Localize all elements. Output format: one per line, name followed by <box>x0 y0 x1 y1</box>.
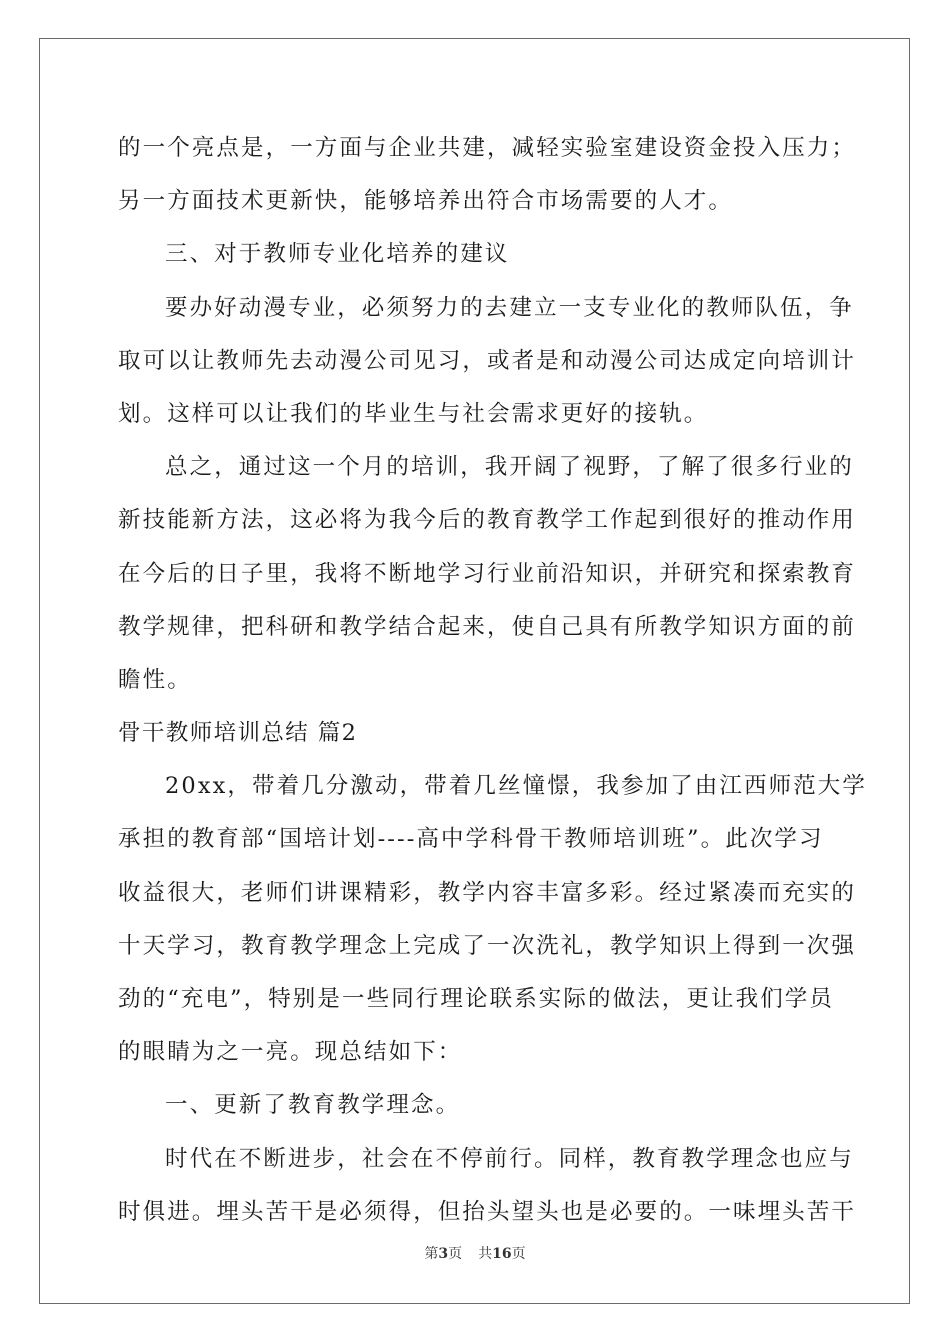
section-heading: 三、对于教师专业化培养的建议 <box>165 241 510 268</box>
paragraph-line: 新技能新方法，这必将为我今后的教育教学工作起到很好的推动作用 <box>118 507 857 534</box>
paragraph-line: 时代在不断进步，社会在不停前行。同样，教育教学理念也应与 <box>165 1145 854 1172</box>
footer-page-total: 16 <box>492 1246 512 1262</box>
footer-page-current: 3 <box>438 1246 449 1262</box>
paragraph-line: 要办好动漫专业，必须努力的去建立一支专业化的教师队伍，争 <box>165 294 854 321</box>
paragraph-line: 在今后的日子里，我将不断地学习行业前沿知识，并研究和探索教育 <box>118 560 857 587</box>
page-footer <box>0 1243 950 1263</box>
paragraph-line: 的眼睛为之一亮。现总结如下： <box>118 1039 463 1066</box>
paragraph-line: 教学规律，把科研和教学结合起来，使自己具有所教学知识方面的前 <box>118 613 857 640</box>
paragraph-line: 劲的“充电”，特别是一些同行理论联系实际的做法，更让我们学员 <box>118 986 835 1012</box>
paragraph-line: 十天学习，教育教学理念上完成了一次洗礼，教学知识上得到一次强 <box>118 932 857 959</box>
paragraph-line: 时俱进。埋头苦干是必须得，但抬头望头也是必要的。一味埋头苦干 <box>118 1198 857 1225</box>
paragraph-line: 瞻性。 <box>118 666 192 693</box>
paragraph-line: 承担的教育部“国培计划----高中学科骨干教师培训班”。此次学习 <box>118 826 824 853</box>
footer-total-prefix: 共 <box>478 1246 493 1262</box>
paragraph-line: 取可以让教师先去动漫公司见习，或者是和动漫公司达成定向培训计 <box>118 347 857 374</box>
document-body <box>118 122 868 1239</box>
paragraph-line: 总之，通过这一个月的培训，我开阔了视野，了解了很多行业的 <box>165 454 854 481</box>
footer-total-unit: 页 <box>511 1246 526 1262</box>
paragraph-line: 收益很大，老师们讲课精彩，教学内容丰富多彩。经过紧凑而充实的 <box>118 879 857 906</box>
footer-page-unit: 页 <box>448 1246 463 1262</box>
paragraph-line: 20xx，带着几分激动，带着几丝憧憬，我参加了由江西师范大学 <box>165 773 868 800</box>
section-heading: 一、更新了教育教学理念。 <box>165 1092 461 1119</box>
paragraph-line: 的一个亮点是，一方面与企业共建，减轻实验室建设资金投入压力； <box>118 135 857 161</box>
paragraph-line: 划。这样可以让我们的毕业生与社会需求更好的接轨。 <box>118 400 709 427</box>
article-title: 骨干教师培训总结 篇2 <box>118 720 358 747</box>
paragraph-line: 另一方面技术更新快，能够培养出符合市场需要的人才。 <box>118 188 734 215</box>
footer-page-prefix: 第 <box>424 1246 439 1262</box>
